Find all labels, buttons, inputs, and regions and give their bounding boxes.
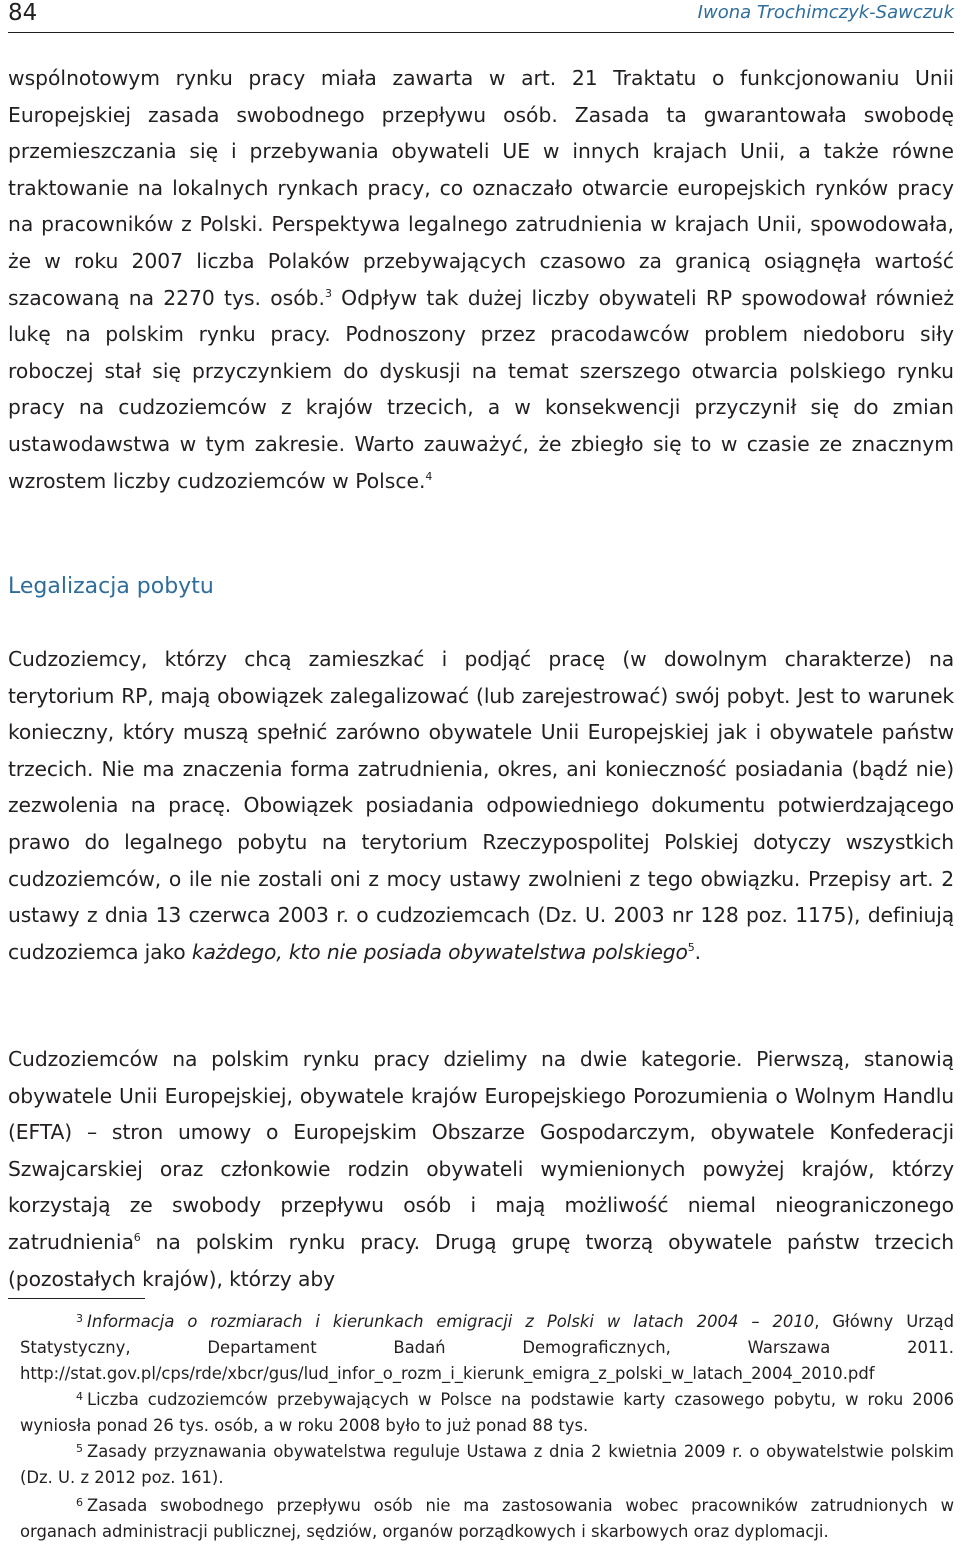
footnote-title: Informacja o rozmiarach i kierunkach emigracji z Polski w latach 2004 – 2010 [87, 1312, 815, 1331]
paragraph-text: . [694, 939, 701, 964]
footnote-text: Zasada swobodnego przepływu osób nie ma zastosowania wobec pracowników zatrudnionych w organach administracji publicznej, sędziów, organów porządkowych i skarbowych oraz dyplomacji. [20, 1496, 954, 1541]
body-paragraph-3 [8, 1041, 954, 1297]
footnote-ref-5: 5 [687, 940, 695, 954]
footnote-number: 4 [76, 1390, 83, 1403]
running-header [8, 0, 954, 33]
paragraph-text: na polskim rynku pracy. Drugą grupę tworzą obywatele państw trzecich (pozostałych krajów), którzy aby [8, 1229, 954, 1291]
footnote-ref-6: 6 [133, 1230, 141, 1244]
footnote-text: Zasady przyznawania obywatelstwa reguluje Ustawa z dnia 2 kwietnia 2009 r. o obywatelstwie polskim (Dz. U. z 2012 poz. 161). [20, 1442, 954, 1487]
paragraph-text: Cudzoziemców na polskim rynku pracy dzielimy na dwie kategorie. Pierwszą, stanowią obywatele Unii Europejskiej, obywatele krajów Europejskiego Porozumienia o Wolnym Handlu (EFTA) – stron umowy o Europejskim Obszarze Gospodarczym, obywatele Konfederacji Szwajcarskiej oraz członkowie rodzin obywateli wymienionych powyżej krajów, którzy korzystają ze swobody przepływu osób i mają możliwość niemal nieograniczonego zatrudnienia [8, 1047, 954, 1254]
footnote-number: 6 [76, 1496, 83, 1509]
paragraph-text: wspólnotowym rynku pracy miała zawarta w art. 21 Traktatu o funkcjonowaniu Unii Europejskiej zasada swobodnego przepływu osób. Zasada ta gwarantowała swobodę przemieszczania się i przebywania obywateli UE w innych krajach Unii, a także równe traktowanie na lokalnych rynkach pracy, co oznaczało otwarcie europejskich rynków pracy na pracowników z Polski. Perspektywa legalnego zatrudnienia w krajach Unii, spowodowała, że w roku 2007 liczba Polaków przebywających czasowo za granicą osiągnęła wartość szacowaną na 2270 tys. osób. [8, 66, 954, 310]
footnote-6 [20, 1490, 954, 1545]
footnote-5 [20, 1436, 954, 1491]
footnote-ref-3: 3 [324, 286, 332, 300]
body-paragraph-1 [8, 60, 954, 499]
footnote-text: , Główny Urząd Statystyczny, Departament Badań Demograficznych, Warszawa 2011. http://stat.gov.pl/cps/rde/xbcr/gus/lud_infor_o_rozm_i_kierunk_emigra_z_polski_w_latach_2004_2010.pdf [20, 1312, 954, 1383]
footnote-number: 3 [76, 1312, 83, 1325]
footnote-4 [20, 1384, 954, 1439]
page-number: 84 [8, 0, 38, 26]
paragraph-text: Cudzoziemcy, którzy chcą zamieszkać i podjąć pracę (w dowolnym charakterze) na terytorium RP, mają obowiązek zalegalizować (lub zarejestrować) swój pobyt. Jest to warunek konieczny, który muszą spełnić zarówno obywatele Unii Europejskiej jak i obywatele państw trzecich. Nie ma znaczenia forma zatrudnienia, okres, ani konieczność posiadania (bądź nie) zezwolenia na pracę. Obowiązek posiadania odpowiedniego dokumentu potwierdzającego prawo do legalnego pobytu na terytorium Rzeczypospolitej Polskiej dotyczy wszystkich cudzoziemców, o ile nie zostali oni z mocy ustawy zwolnieni z tego obwiązku. Przepisy art. 2 ustawy z dnia 13 czerwca 2003 r. o cudzoziemcach (Dz. U. 2003 nr 128 poz. 1175), definiują cudzoziemca jako [8, 647, 954, 964]
footnote-number: 5 [76, 1442, 83, 1455]
definition-quote: każdego, kto nie posiada obywatelstwa polskiego [191, 939, 688, 964]
footnote-text: Liczba cudzoziemców przebywających w Polsce na podstawie karty czasowego pobytu, w roku 2006 wyniosła ponad 26 tys. osób, a w roku 2008 było to już ponad 88 tys. [20, 1390, 954, 1435]
footnote-3 [20, 1306, 954, 1387]
footnote-ref-4: 4 [425, 469, 433, 483]
body-paragraph-2 [8, 641, 954, 970]
footnote-separator [8, 1298, 145, 1299]
section-heading: Legalizacja pobytu [8, 574, 214, 599]
paragraph-text: Odpływ tak dużej liczby obywateli RP spowodował również lukę na polskim rynku pracy. Podnoszony przez pracodawców problem niedoboru siły roboczej stał się przyczynkiem do dyskusji na temat szerszego otwarcia polskiego rynku pracy na cudzoziemców z krajów trzecich, a w konsekwencji przyczynił się do zmian ustawodawstwa w tym zakresie. Warto zauważyć, że zbiegło się to w czasie ze znacznym wzrostem liczby cudzoziemców w Polsce. [8, 285, 955, 493]
running-head-author: Iwona Trochimczyk-Sawczuk [697, 2, 954, 23]
